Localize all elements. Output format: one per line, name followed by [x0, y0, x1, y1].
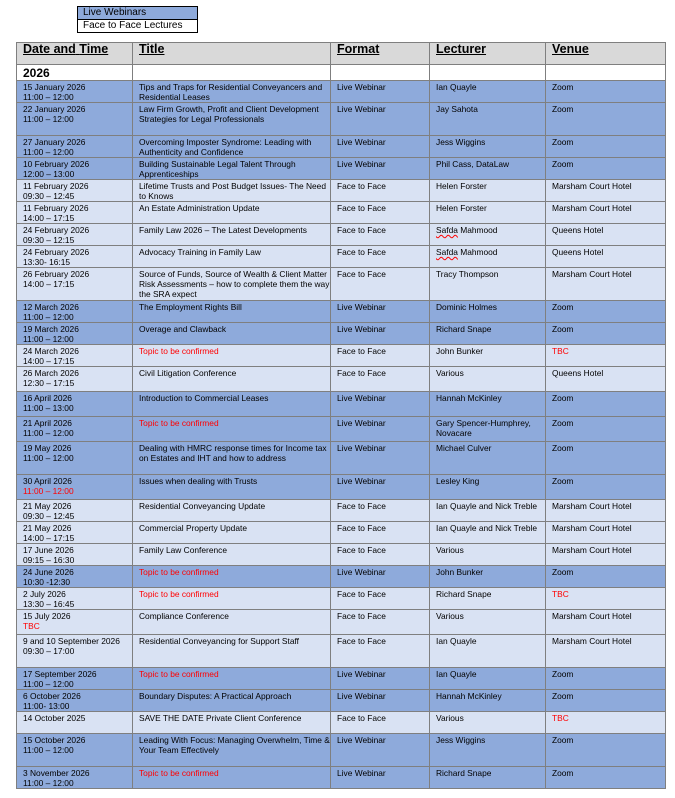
event-lecturer: Various — [430, 712, 546, 734]
schedule-row — [17, 158, 666, 180]
event-date: 11 February 2026 — [23, 181, 89, 191]
event-title: Boundary Disputes: A Practical Approach — [133, 690, 331, 712]
event-venue: TBC — [546, 712, 666, 734]
legend-face-to-face: Face to Face Lectures — [78, 20, 198, 33]
event-date-time — [17, 158, 133, 180]
event-format: Live Webinar — [331, 767, 430, 789]
event-venue: Zoom — [546, 158, 666, 180]
event-title: Leading With Focus: Managing Overwhelm, Time & Your Team Effectively — [133, 734, 331, 767]
event-format: Live Webinar — [331, 158, 430, 180]
event-time: 09:30 – 12:15 — [23, 235, 75, 245]
event-title: Residential Conveyancing Update — [133, 500, 331, 522]
header-date-time — [17, 43, 133, 65]
event-date-time — [17, 566, 133, 588]
event-venue: Zoom — [546, 323, 666, 345]
event-format: Live Webinar — [331, 81, 430, 103]
event-lecturer: Helen Forster — [430, 180, 546, 202]
event-date-time — [17, 767, 133, 789]
event-venue: Zoom — [546, 81, 666, 103]
event-format: Face to Face — [331, 588, 430, 610]
event-venue: Zoom — [546, 668, 666, 690]
event-title: Family Law Conference — [133, 544, 331, 566]
schedule-row — [17, 566, 666, 588]
event-date: 19 May 2026 — [23, 443, 72, 453]
event-time: 11:00 – 12:00 — [23, 147, 74, 157]
header-format: Format — [331, 43, 430, 65]
event-date-time — [17, 224, 133, 246]
event-format: Face to Face — [331, 246, 430, 268]
event-format: Live Webinar — [331, 417, 430, 442]
event-date: 6 October 2026 — [23, 691, 81, 701]
schedule-row — [17, 500, 666, 522]
event-date-time — [17, 136, 133, 158]
event-title: Overage and Clawback — [133, 323, 331, 345]
event-time: 11:00 – 12:00 — [23, 334, 74, 344]
schedule-row — [17, 224, 666, 246]
header-lecturer: Lecturer — [430, 43, 546, 65]
event-lecturer: Phil Cass, DataLaw — [430, 158, 546, 180]
event-title: The Employment Rights Bill — [133, 301, 331, 323]
event-title: Topic to be confirmed — [133, 767, 331, 789]
event-venue: Zoom — [546, 417, 666, 442]
event-format: Live Webinar — [331, 323, 430, 345]
event-title: Topic to be confirmed — [133, 345, 331, 367]
event-title: An Estate Administration Update — [133, 202, 331, 224]
event-lecturer: Hannah McKinley — [430, 392, 546, 417]
event-date-time — [17, 417, 133, 442]
schedule-row — [17, 345, 666, 367]
event-time: 14:00 – 17:15 — [23, 356, 75, 366]
event-venue: Marsham Court Hotel — [546, 522, 666, 544]
event-time: 11:00 – 13:00 — [23, 403, 74, 413]
event-date-time — [17, 500, 133, 522]
event-title: Dealing with HMRC response times for Income tax on Estates and IHT and how to address — [133, 442, 331, 475]
event-title: Issues when dealing with Trusts — [133, 475, 331, 500]
event-format: Face to Face — [331, 202, 430, 224]
event-date-time — [17, 345, 133, 367]
event-time: 11:00 – 12:00 — [23, 453, 74, 463]
event-date: 27 January 2026 — [23, 137, 86, 147]
event-date: 2 July 2026 — [23, 589, 66, 599]
schedule-row — [17, 323, 666, 345]
event-format: Face to Face — [331, 367, 430, 392]
legend-live-webinars: Live Webinars — [78, 7, 198, 20]
schedule-row — [17, 246, 666, 268]
event-lecturer: Ian Quayle — [430, 81, 546, 103]
event-date-time — [17, 610, 133, 635]
event-format: Face to Face — [331, 180, 430, 202]
event-date-time — [17, 544, 133, 566]
event-date-time — [17, 442, 133, 475]
event-format: Live Webinar — [331, 136, 430, 158]
event-lecturer: Dominic Holmes — [430, 301, 546, 323]
event-lecturer: Helen Forster — [430, 202, 546, 224]
event-title: Tips and Traps for Residential Conveyancers and Residential Leases — [133, 81, 331, 103]
event-date: 19 March 2026 — [23, 324, 79, 334]
event-date: 30 April 2026 — [23, 476, 72, 486]
event-venue: Queens Hotel — [546, 224, 666, 246]
year-label: 2026 — [17, 65, 133, 81]
event-format: Face to Face — [331, 522, 430, 544]
event-time: 09:30 – 12:45 — [23, 511, 75, 521]
event-lecturer: Hannah McKinley — [430, 690, 546, 712]
event-time: 14:00 – 17:15 — [23, 533, 75, 543]
event-time: 12:30 – 17:15 — [23, 378, 75, 388]
event-time: 11:00 – 12:00 — [23, 679, 74, 689]
event-date-time — [17, 246, 133, 268]
event-venue: Zoom — [546, 103, 666, 136]
year-cell-empty — [430, 65, 546, 81]
event-title: Topic to be confirmed — [133, 417, 331, 442]
event-date-time — [17, 367, 133, 392]
year-cell-empty — [331, 65, 430, 81]
event-title: Lifetime Trusts and Post Budget Issues- The Need to Knows — [133, 180, 331, 202]
event-venue: Zoom — [546, 301, 666, 323]
schedule-row — [17, 301, 666, 323]
event-date-time — [17, 475, 133, 500]
event-lecturer: Michael Culver — [430, 442, 546, 475]
event-date: 24 February 2026 — [23, 225, 90, 235]
event-format: Face to Face — [331, 610, 430, 635]
event-lecturer: Various — [430, 544, 546, 566]
event-date-time — [17, 522, 133, 544]
event-date-time — [17, 712, 133, 734]
schedule-row — [17, 136, 666, 158]
schedule-row — [17, 367, 666, 392]
event-venue: Zoom — [546, 690, 666, 712]
schedule-row — [17, 442, 666, 475]
event-date-time — [17, 268, 133, 301]
event-format: Live Webinar — [331, 690, 430, 712]
event-time: 13:30 – 16:45 — [23, 599, 75, 609]
event-format: Live Webinar — [331, 392, 430, 417]
event-venue: Queens Hotel — [546, 246, 666, 268]
format-legend — [77, 6, 198, 33]
event-lecturer: Lesley King — [430, 475, 546, 500]
event-lecturer: Richard Snape — [430, 767, 546, 789]
event-lecturer: Ian Quayle and Nick Treble — [430, 522, 546, 544]
event-title: Topic to be confirmed — [133, 566, 331, 588]
event-date-time — [17, 588, 133, 610]
event-venue: Zoom — [546, 136, 666, 158]
event-date: 26 February 2026 — [23, 269, 90, 279]
event-date: 26 March 2026 — [23, 368, 79, 378]
event-date: 21 May 2026 — [23, 523, 72, 533]
event-format: Face to Face — [331, 224, 430, 246]
event-format: Face to Face — [331, 635, 430, 668]
schedule-row — [17, 180, 666, 202]
event-lecturer: Jess Wiggins — [430, 734, 546, 767]
event-date: 10 February 2026 — [23, 159, 90, 169]
event-title: Overcoming Imposter Syndrome: Leading with Authenticity and Confidence — [133, 136, 331, 158]
event-lecturer: Ian Quayle and Nick Treble — [430, 500, 546, 522]
event-date: 17 June 2026 — [23, 545, 74, 555]
event-date: 3 November 2026 — [23, 768, 90, 778]
event-venue: TBC — [546, 345, 666, 367]
event-date-time — [17, 301, 133, 323]
event-date: 24 March 2026 — [23, 346, 79, 356]
event-date: 24 June 2026 — [23, 567, 74, 577]
schedule-row — [17, 81, 666, 103]
event-venue: Zoom — [546, 566, 666, 588]
event-lecturer: Ian Quayle — [430, 635, 546, 668]
event-date-time — [17, 180, 133, 202]
event-venue: Marsham Court Hotel — [546, 202, 666, 224]
event-venue: Marsham Court Hotel — [546, 500, 666, 522]
event-venue: TBC — [546, 588, 666, 610]
event-title: Commercial Property Update — [133, 522, 331, 544]
event-format: Live Webinar — [331, 566, 430, 588]
event-title: Law Firm Growth, Profit and Client Development Strategies for Legal Professionals — [133, 103, 331, 136]
event-format: Live Webinar — [331, 103, 430, 136]
event-date: 15 July 2026 — [23, 611, 71, 621]
event-venue: Marsham Court Hotel — [546, 268, 666, 301]
year-row — [17, 65, 666, 81]
event-format: Live Webinar — [331, 301, 430, 323]
event-format: Live Webinar — [331, 734, 430, 767]
event-date: 16 April 2026 — [23, 393, 72, 403]
event-format: Face to Face — [331, 268, 430, 301]
header-date-label: Date and — [23, 42, 76, 56]
event-lecturer: Various — [430, 610, 546, 635]
event-time: 14:00 – 17:15 — [23, 279, 75, 289]
header-time-label: Time — [79, 42, 109, 56]
event-date-time — [17, 635, 133, 668]
event-date-time — [17, 734, 133, 767]
event-lecturer: Safda Mahmood — [430, 224, 546, 246]
event-format: Face to Face — [331, 712, 430, 734]
event-time: 11:00 – 12:00 — [23, 745, 74, 755]
event-venue: Zoom — [546, 475, 666, 500]
schedule-row — [17, 635, 666, 668]
schedule-row — [17, 417, 666, 442]
event-date: 9 and 10 September 2026 — [23, 636, 120, 646]
event-date: 21 May 2026 — [23, 501, 72, 511]
event-time: 09:30 – 17:00 — [23, 646, 75, 656]
event-date: 17 September 2026 — [23, 669, 97, 679]
event-venue: Queens Hotel — [546, 367, 666, 392]
schedule-row — [17, 712, 666, 734]
schedule-row — [17, 268, 666, 301]
schedule-row — [17, 475, 666, 500]
event-date-time — [17, 202, 133, 224]
event-time: 11:00 – 12:00 — [23, 778, 74, 788]
event-date-time — [17, 103, 133, 136]
header-venue: Venue — [546, 43, 666, 65]
event-venue: Marsham Court Hotel — [546, 180, 666, 202]
schedule-table — [16, 42, 666, 789]
lecturer-first-name: Safda — [436, 225, 458, 235]
event-time: 11:00 – 12:00 — [23, 486, 74, 496]
event-lecturer: Richard Snape — [430, 588, 546, 610]
event-lecturer: Jay Sahota — [430, 103, 546, 136]
event-time: 11:00 – 12:00 — [23, 92, 74, 102]
header-title: Title — [133, 43, 331, 65]
event-title: Residential Conveyancing for Support Staff — [133, 635, 331, 668]
event-date-time — [17, 668, 133, 690]
schedule-row — [17, 610, 666, 635]
event-date-time — [17, 81, 133, 103]
schedule-row — [17, 522, 666, 544]
schedule-row — [17, 202, 666, 224]
event-title: SAVE THE DATE Private Client Conference — [133, 712, 331, 734]
event-title: Source of Funds, Source of Wealth & Client Matter Risk Assessments – how to complete them the way the SRA expect — [133, 268, 331, 301]
schedule-row — [17, 103, 666, 136]
event-date: 14 October 2025 — [23, 713, 86, 723]
event-title: Family Law 2026 – The Latest Developments — [133, 224, 331, 246]
event-date: 15 October 2026 — [23, 735, 86, 745]
event-lecturer: Gary Spencer-Humphrey, Novacare — [430, 417, 546, 442]
lecturer-first-name: Safda — [436, 247, 458, 257]
event-lecturer: Richard Snape — [430, 323, 546, 345]
event-lecturer: Safda Mahmood — [430, 246, 546, 268]
event-time: 11:00 – 12:00 — [23, 114, 74, 124]
event-title: Building Sustainable Legal Talent Through Apprenticeships — [133, 158, 331, 180]
event-date: 21 April 2026 — [23, 418, 72, 428]
event-date-time — [17, 392, 133, 417]
event-format: Face to Face — [331, 345, 430, 367]
event-venue: Marsham Court Hotel — [546, 544, 666, 566]
event-title: Topic to be confirmed — [133, 668, 331, 690]
event-time: 13:30- 16:15 — [23, 257, 71, 267]
event-time: 12:00 – 13:00 — [23, 169, 75, 179]
event-lecturer: Ian Quayle — [430, 668, 546, 690]
event-venue: Marsham Court Hotel — [546, 635, 666, 668]
event-time: TBC — [23, 621, 40, 631]
event-title: Introduction to Commercial Leases — [133, 392, 331, 417]
event-venue: Marsham Court Hotel — [546, 610, 666, 635]
event-date: 24 February 2026 — [23, 247, 90, 257]
event-date: 11 February 2026 — [23, 203, 89, 213]
year-cell-empty — [133, 65, 331, 81]
schedule-row — [17, 392, 666, 417]
event-title: Compliance Conference — [133, 610, 331, 635]
event-time: 11:00- 13:00 — [23, 701, 70, 711]
event-format: Live Webinar — [331, 475, 430, 500]
header-row — [17, 43, 666, 65]
event-format: Live Webinar — [331, 442, 430, 475]
event-time: 09:30 – 12:45 — [23, 191, 75, 201]
event-date: 12 March 2026 — [23, 302, 79, 312]
event-lecturer: Jess Wiggins — [430, 136, 546, 158]
event-date-time — [17, 323, 133, 345]
year-cell-empty — [546, 65, 666, 81]
event-time: 09:15 – 16:30 — [23, 555, 75, 565]
event-lecturer: Various — [430, 367, 546, 392]
event-date: 15 January 2026 — [23, 82, 86, 92]
event-format: Live Webinar — [331, 668, 430, 690]
event-lecturer: John Bunker — [430, 566, 546, 588]
schedule-row — [17, 734, 666, 767]
schedule-row — [17, 767, 666, 789]
schedule-row — [17, 668, 666, 690]
event-title: Civil Litigation Conference — [133, 367, 331, 392]
event-time: 11:00 – 12:00 — [23, 428, 74, 438]
event-venue: Zoom — [546, 767, 666, 789]
event-time: 11:00 – 12:00 — [23, 312, 74, 322]
event-venue: Zoom — [546, 734, 666, 767]
event-title: Advocacy Training in Family Law — [133, 246, 331, 268]
schedule-row — [17, 588, 666, 610]
event-time: 10:30 -12:30 — [23, 577, 71, 587]
event-lecturer: John Bunker — [430, 345, 546, 367]
event-time: 14:00 – 17:15 — [23, 213, 75, 223]
event-format: Face to Face — [331, 500, 430, 522]
event-venue: Zoom — [546, 392, 666, 417]
schedule-row — [17, 544, 666, 566]
event-date: 22 January 2026 — [23, 104, 86, 114]
event-venue: Zoom — [546, 442, 666, 475]
event-title: Topic to be confirmed — [133, 588, 331, 610]
event-lecturer: Tracy Thompson — [430, 268, 546, 301]
event-date-time — [17, 690, 133, 712]
event-format: Face to Face — [331, 544, 430, 566]
schedule-row — [17, 690, 666, 712]
